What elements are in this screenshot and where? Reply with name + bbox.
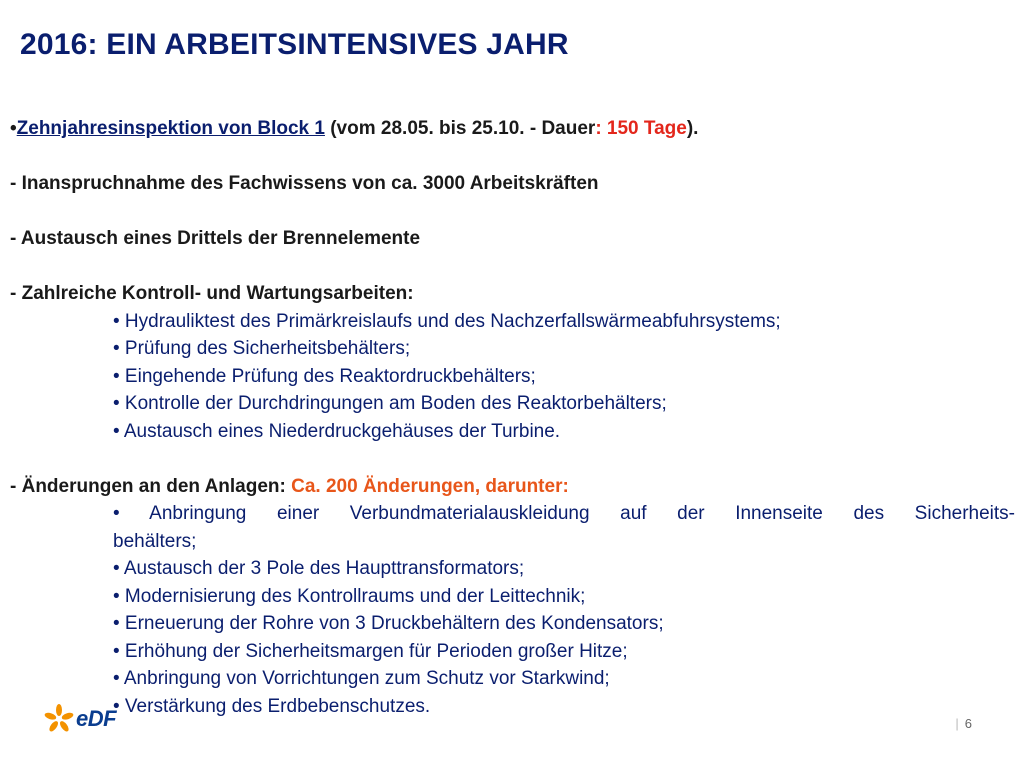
aenderung-item-continuation: behälters; [113,530,197,552]
aenderung-item: • Anbringung einer Verbundmaterialauskleidung auf der Innenseite des Sicherheits- [113,503,1015,524]
aenderungen-highlight: Ca. 200 Änderungen, darunter: [291,475,569,497]
intro-line [10,115,1015,143]
page-number-value: 6 [964,716,972,731]
point-austausch: - Austausch eines Drittels der Brennelemente [10,228,421,249]
kontroll-item: • Kontrolle der Durchdringungen am Boden des Reaktorbehälters; [113,393,667,414]
page-separator: | [955,716,959,731]
kontroll-item: • Prüfung des Sicherheitsbehälters; [113,338,411,359]
point-kontroll: - Zahlreiche Kontroll- und Wartungsarbeiten: [10,283,414,304]
edf-logo [44,704,116,734]
slide-body [10,115,1015,720]
aenderungen-prefix: - Änderungen an den Anlagen: [10,475,292,497]
aenderung-item: • Anbringung von Vorrichtungen zum Schutz vor Starkwind; [113,668,610,689]
point-fachwissen: - Inanspruchnahme des Fachwissens von ca. 3000 Arbeitskräften [10,173,599,194]
duration-highlight: : 150 Tage [595,118,687,139]
point-aenderungen [10,473,1015,501]
inspection-link[interactable]: Zehnjahresinspektion von Block 1 [16,118,325,139]
aenderung-item: • Modernisierung des Kontrollraums und der Leittechnik; [113,585,586,607]
aenderung-item: • Erneuerung der Rohre von 3 Druckbehältern des Kondensators; [113,613,664,634]
intro-end: ). [686,118,699,139]
edf-logo-text: eDF [76,706,117,731]
slide-title: 2016: EIN ARBEITSINTENSIVES JAHR [20,28,569,61]
kontroll-item: • Austausch eines Niederdruckgehäuses der Turbine. [113,420,561,442]
kontroll-item: • Eingehende Prüfung des Reaktordruckbehälters; [113,365,536,387]
aenderung-item: • Erhöhung der Sicherheitsmargen für Perioden großer Hitze; [113,640,628,662]
kontroll-item: • Hydrauliktest des Primärkreislaufs und des Nachzerfallswärmeabfuhrsystems; [113,310,781,332]
intro-rest: (vom 28.05. bis 25.10. - Dauer [324,118,596,139]
intro-bullet: • [10,118,17,139]
aenderung-item: • Austausch der 3 Pole des Haupttransformators; [113,558,525,579]
edf-flower-icon [44,704,74,734]
aenderung-item: • Verstärkung des Erdbebenschutzes. [113,695,431,717]
page-number [955,716,972,731]
